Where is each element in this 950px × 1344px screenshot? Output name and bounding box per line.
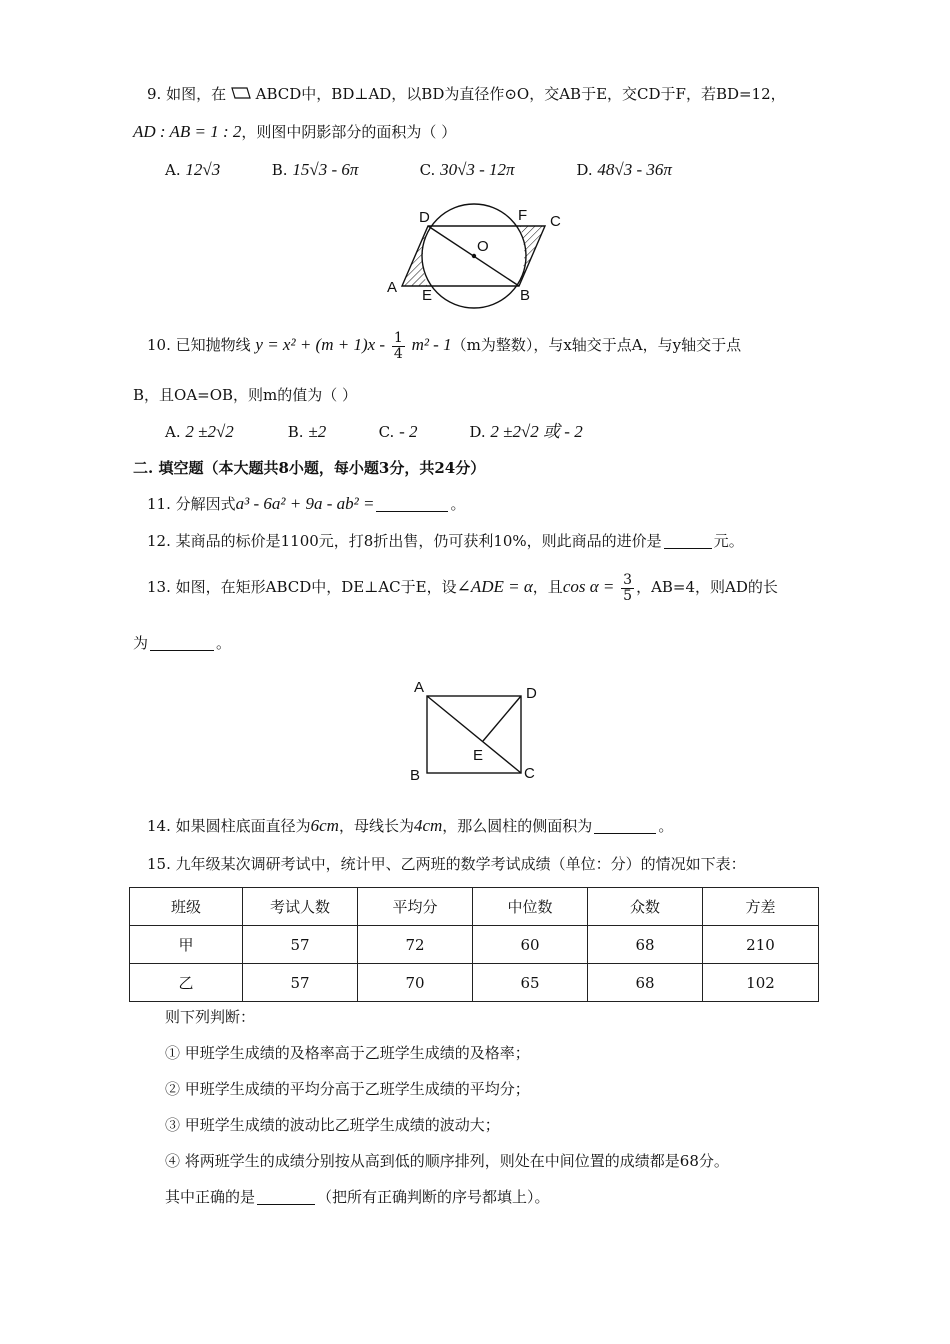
q9-option-a: A. 12√3: [165, 160, 221, 179]
q9-option-c: C. 30√3 - 12π: [419, 160, 515, 179]
q15-statement-3: ③ 甲班学生成绩的波动比乙班学生成绩的波动大；: [165, 1116, 500, 1134]
q10-option-c: C. - 2: [378, 422, 418, 441]
q9-label-f: F: [518, 207, 528, 224]
q10-option-a: A. 2 ±2√2: [165, 422, 234, 441]
q10-line1: 10. 已知抛物线 y = x² + (m + 1)x - $\frac{1}{4}$ m² - 1（m为整数），与x轴交于点A，与y轴交于点: [147, 329, 742, 362]
q9-option-b: B. 15√3 - 6π: [271, 160, 359, 179]
header-cell: 方差: [703, 888, 819, 926]
table-cell: 65: [473, 964, 588, 1002]
table-header-row: [130, 888, 819, 926]
table-row: [130, 964, 819, 1002]
q9-line2: AD : AB = 1 : 2，则图中阴影部分的面积为（ ）: [133, 122, 457, 141]
table-row: [130, 926, 819, 964]
table-cell: 68: [588, 964, 703, 1002]
q13-figure: [405, 680, 545, 790]
q12-answer-blank: [664, 532, 712, 549]
table-cell: 70: [358, 964, 473, 1002]
table-cell: 72: [358, 926, 473, 964]
q15-statement-4: ④ 将两班学生的成绩分别按从高到低的顺序排列，则处在中间位置的成绩都是68分。: [165, 1152, 729, 1170]
header-cell: 班级: [130, 888, 243, 926]
q11-line: 11. 分解因式a³ - 6a² + 9a - ab² = 。: [147, 494, 466, 513]
table-cell: 210: [703, 926, 819, 964]
q14-answer-blank: [594, 817, 656, 834]
table-cell: 甲: [130, 926, 243, 964]
table-cell: 57: [243, 964, 358, 1002]
q10-option-d: D. 2 ±2√2 或 - 2: [469, 422, 583, 441]
q9-label-c: C: [550, 213, 561, 230]
q13-label-c: C: [524, 765, 535, 782]
q10-option-b: B. ±2: [287, 422, 327, 441]
q14-line: 14. 如果圆柱底面直径为6cm，母线长为4cm，那么圆柱的侧面积为 。: [147, 816, 674, 835]
q13-label-e: E: [473, 747, 484, 764]
section-2-title: 二. 填空题（本大题共8小题，每小题3分，共24分）: [133, 459, 486, 477]
q9-label-d: D: [419, 209, 430, 226]
table-cell: 68: [588, 926, 703, 964]
q15-conclusion: 其中正确的是 （把所有正确判断的序号都填上）。: [165, 1188, 550, 1206]
header-cell: 考试人数: [243, 888, 358, 926]
q10-line2: B，且OA=OB，则m的值为（ ）: [133, 386, 358, 404]
q9-ratio: AD : AB = 1 : 2: [133, 122, 242, 141]
q9-label-e: E: [422, 287, 433, 304]
q13-segment-de: [483, 696, 521, 741]
q13-cos: cos α =: [562, 577, 615, 596]
q15-statement-2: ② 甲班学生成绩的平均分高于乙班学生成绩的平均分；: [165, 1080, 530, 1098]
q13-label-d: D: [526, 685, 537, 702]
q10-fraction: $\frac{1}{4}$: [393, 329, 403, 362]
q9-label-o: O: [477, 238, 489, 255]
q9-center-dot: [472, 254, 476, 258]
q13-label-a: A: [414, 679, 425, 696]
q15-answer-blank: [257, 1188, 315, 1205]
q15-score-table: [129, 887, 819, 1002]
q13-answer-blank: [150, 634, 214, 651]
q15-statement-1: ① 甲班学生成绩的及格率高于乙班学生成绩的及格率；: [165, 1044, 530, 1062]
header-cell: 众数: [588, 888, 703, 926]
table-cell: 乙: [130, 964, 243, 1002]
q10-options: [165, 422, 583, 442]
q12-line: 12. 某商品的标价是1100元，打8折出售，仍可获利10%，则此商品的进价是 元。: [147, 532, 744, 550]
q13-line2: 为 。: [133, 634, 232, 652]
q14-diameter: 6cm: [310, 816, 339, 835]
q14-length: 4cm: [413, 816, 443, 835]
q13-fraction: $\frac{3}{5}$: [623, 571, 633, 604]
q9-label-b: B: [520, 287, 531, 304]
q9-options: [165, 160, 672, 180]
q13-line1: 13. 如图，在矩形ABCD中，DE⊥AC于E，设∠ADE = α，且cos α = $\frac{3}{5}$ ，AB=4，则AD的长: [147, 571, 778, 604]
q10-formula: y = x² + (m + 1)x -: [255, 335, 386, 354]
q9-label-a: A: [387, 279, 398, 296]
q15-judge-intro: 则下列判断：: [165, 1008, 256, 1026]
header-cell: 中位数: [473, 888, 588, 926]
q9-option-d: D. 48√3 - 36π: [576, 160, 672, 179]
q9-figure: [380, 204, 580, 304]
q11-expr: a³ - 6a² + 9a - ab² =: [235, 494, 375, 513]
q9-line1: 9. 如图，在 ABCD中，BD⊥AD，以BD为直径作⊙O，交AB于E，交CD于F，若BD=12，: [147, 85, 786, 103]
q13-label-b: B: [410, 767, 421, 784]
q15-intro: 15. 九年级某次调研考试中，统计甲、乙两班的数学考试成绩（单位：分）的情况如下表：: [147, 855, 746, 873]
table-cell: 102: [703, 964, 819, 1002]
q13-angle: ∠ADE = α: [456, 577, 533, 596]
table-cell: 57: [243, 926, 358, 964]
table-cell: 60: [473, 926, 588, 964]
q11-answer-blank: [376, 495, 448, 512]
header-cell: 平均分: [358, 888, 473, 926]
parallelogram-icon: [231, 87, 251, 99]
